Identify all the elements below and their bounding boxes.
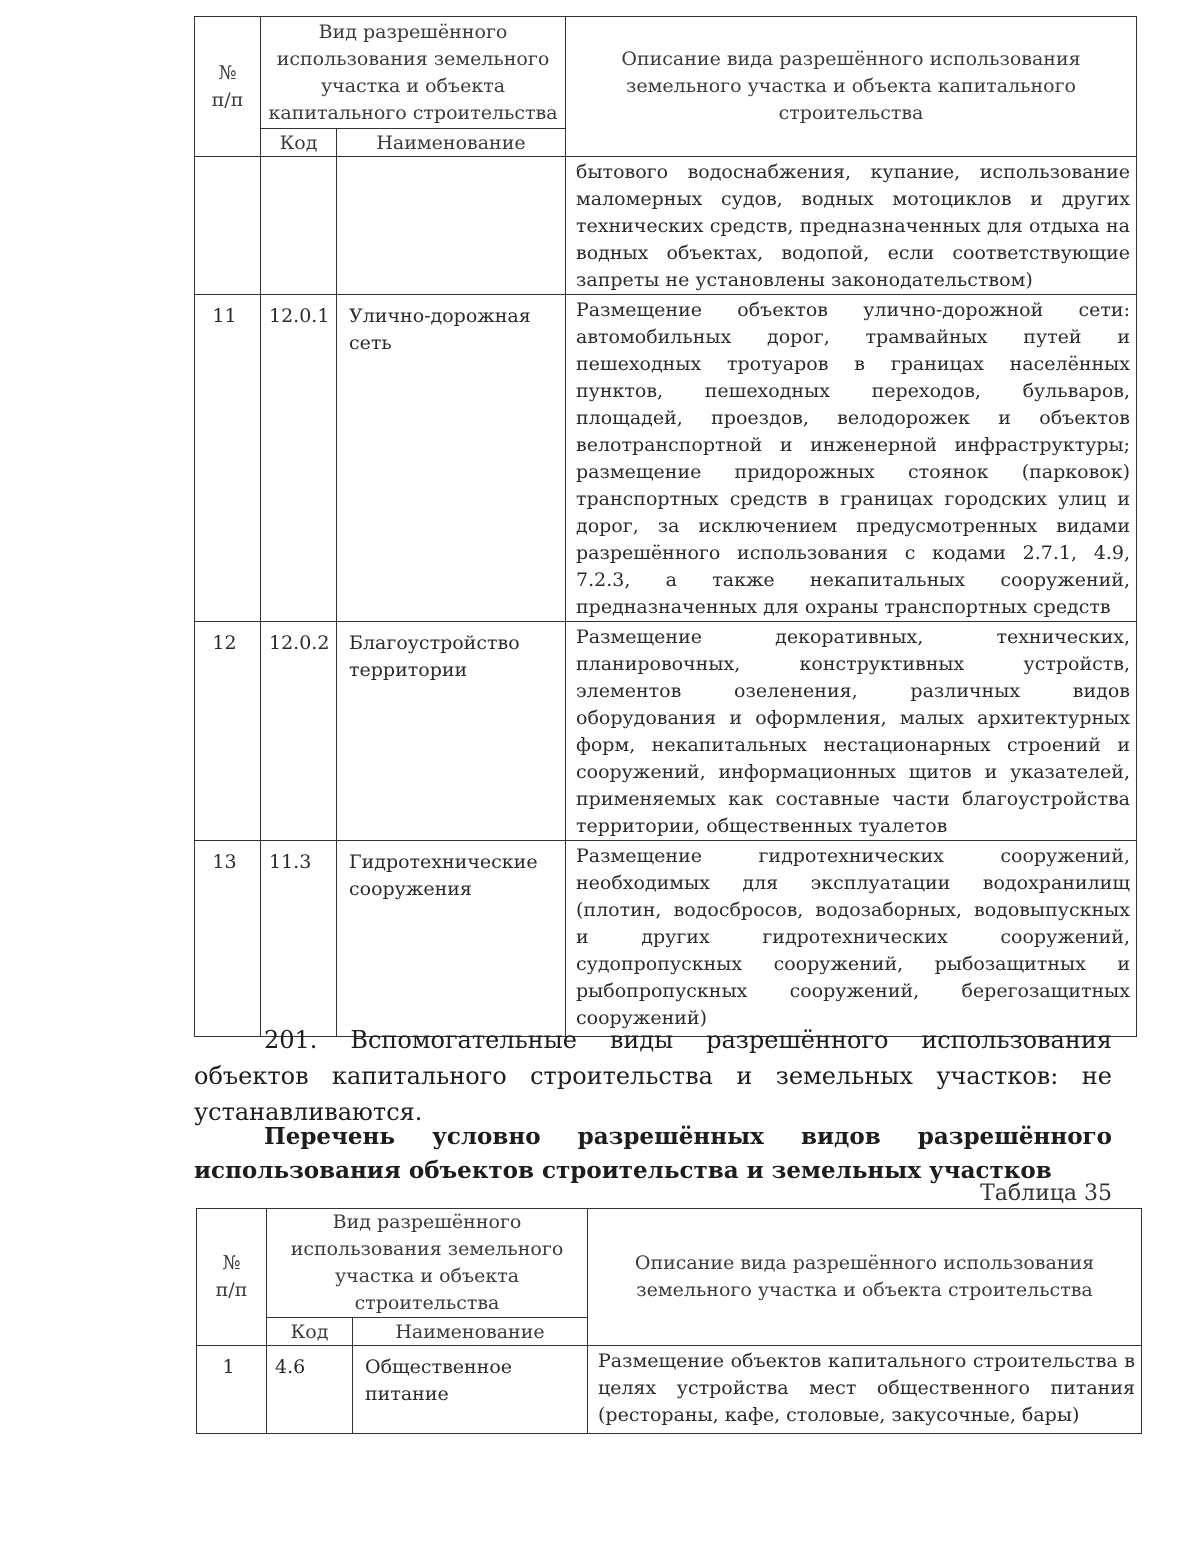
header-number: № п/п xyxy=(197,1209,267,1346)
row-number: 13 xyxy=(195,841,261,1037)
row-code: 12.0.2 xyxy=(261,622,337,841)
row-name: Улично-дорожная сеть xyxy=(337,295,566,622)
header-name: Наименование xyxy=(337,129,566,157)
row-code: 12.0.1 xyxy=(261,295,337,622)
row-name: Гидротехнические сооружения xyxy=(337,841,566,1037)
row-description: Размещение гидротехнических сооружений, необходимых для эксплуатации водохранилищ (плотин, водосбросов, водозаборных, водовыпускных и других гидротехнических сооружений, судопропускных сооружений, рыбозащитных и рыбопропускных сооружений, берегозащитных сооружений) xyxy=(566,841,1137,1037)
row-description: Размещение объектов улично-дорожной сети: автомобильных дорог, трамвайных путей и пешеходных тротуаров в границах населённых пунктов, пешеходных переходов, бульваров, площадей, проездов, велодорожек и объектов велотранспортной и инженерной инфраструктуры; размещение придорожных стоянок (парковок) транспортных средств в границах городских улиц и дорог, за исключением предусмотренных видами разрешённого использования с кодами 2.7.1, 4.9, 7.2.3, а также некапитальных сооружений, предназначенных для охраны транспортных средств xyxy=(566,295,1137,622)
header-description: Описание вида разрешённого использования земельного участка и объекта строительства xyxy=(588,1209,1142,1346)
paragraph-201: 201. Вспомогательные виды разрешённого использования объектов капитального строительства и земельных участков: не устанавливаются. xyxy=(194,1026,1112,1126)
header-description: Описание вида разрешённого использования земельного участка и объекта капитального строительства xyxy=(566,17,1137,157)
row-description: Размещение объектов капитального строительства в целях устройства мест общественного питания (рестораны, кафе, столовые, закусочные, бары) xyxy=(588,1346,1142,1434)
row-number: 1 xyxy=(197,1346,267,1434)
land-use-table-continued xyxy=(194,16,1137,1037)
conditional-use-table xyxy=(196,1208,1142,1434)
row-number xyxy=(195,157,261,295)
header-code: Код xyxy=(261,129,337,157)
row-code: 11.3 xyxy=(261,841,337,1037)
row-name xyxy=(337,157,566,295)
row-number: 12 xyxy=(195,622,261,841)
table-caption: Таблица 35 xyxy=(980,1181,1112,1206)
table-row xyxy=(195,622,1137,841)
table-row xyxy=(195,295,1137,622)
header-code: Код xyxy=(267,1318,353,1346)
row-name: Общественное питание xyxy=(353,1346,588,1434)
row-code xyxy=(261,157,337,295)
header-number: № п/п xyxy=(195,17,261,157)
table-row xyxy=(195,841,1137,1037)
row-number: 11 xyxy=(195,295,261,622)
table-row xyxy=(197,1346,1142,1434)
header-use-type: Вид разрешённого использования земельного участка и объекта строительства xyxy=(267,1209,588,1318)
row-code: 4.6 xyxy=(267,1346,353,1434)
section-heading: Перечень условно разрешённых видов разрешённого использования объектов строительства и земельных участков xyxy=(194,1123,1112,1184)
table-row xyxy=(195,157,1137,295)
header-name: Наименование xyxy=(353,1318,588,1346)
row-name: Благоустройство территории xyxy=(337,622,566,841)
row-description: бытового водоснабжения, купание, использование маломерных судов, водных мотоциклов и других технических средств, предназначенных для отдыха на водных объектах, водопой, если соответствующие запреты не установлены законодательством) xyxy=(566,157,1137,295)
header-use-type: Вид разрешённого использования земельного участка и объекта капитального строительства xyxy=(261,17,566,129)
row-description: Размещение декоративных, технических, планировочных, конструктивных устройств, элементов озеленения, различных видов оборудования и оформления, малых архитектурных форм, некапитальных нестационарных строений и сооружений, информационных щитов и указателей, применяемых как составные части благоустройства территории, общественных туалетов xyxy=(566,622,1137,841)
